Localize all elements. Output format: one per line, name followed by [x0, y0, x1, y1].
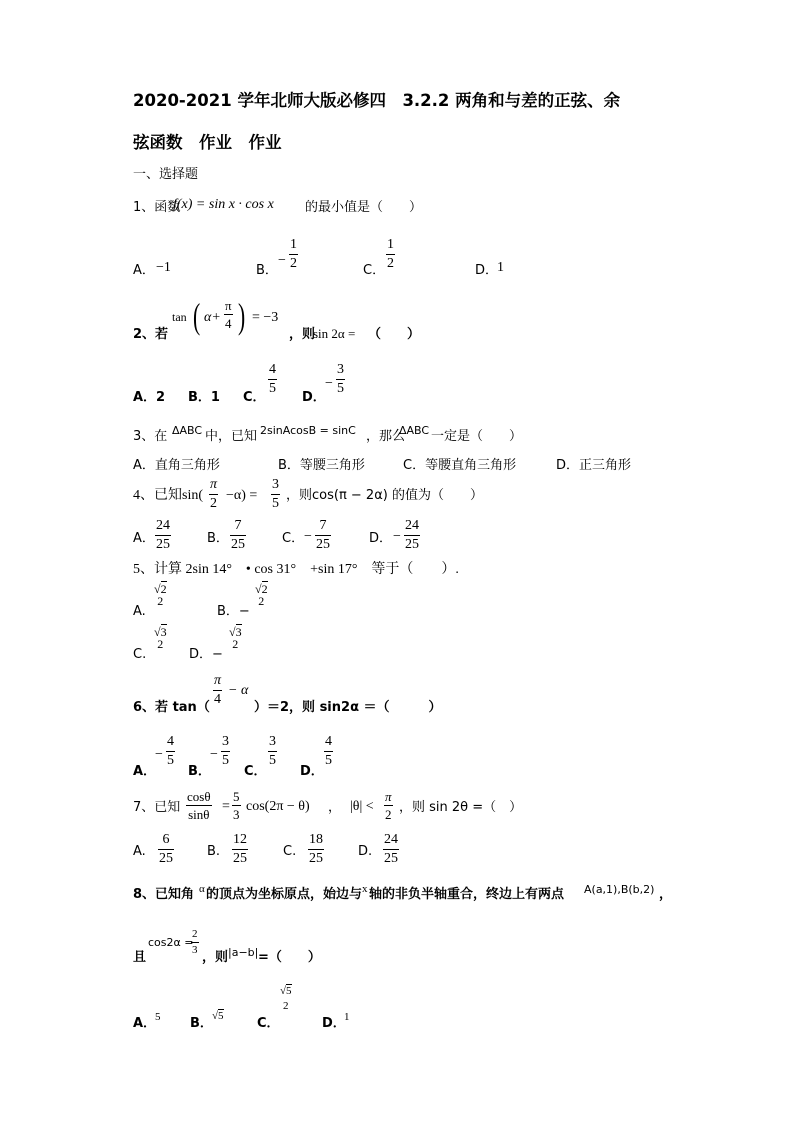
q8-option-a: A．: [133, 1016, 157, 1031]
q6-option-a-sign: −: [155, 747, 163, 762]
denominator: 25: [159, 851, 173, 866]
radicand: 5: [218, 1010, 224, 1022]
denominator: 2: [385, 807, 392, 822]
page-title-line-2: 弦函数 作业 作业: [133, 133, 282, 152]
denominator: 4: [225, 316, 232, 331]
q7-equals: =: [222, 799, 230, 814]
q8-option-d-value: 1: [344, 1011, 350, 1023]
q4-minus-alpha: −α) =: [226, 488, 258, 503]
radicand: 2: [261, 582, 268, 596]
q5-text: 5、计算 2sin 14° • cos 31° +sin 17° 等于（ ）.: [133, 562, 459, 577]
numerator: √5: [280, 985, 292, 997]
q7-option-a: A.: [133, 844, 146, 859]
q6-minus-alpha: − α: [228, 683, 249, 698]
q7-option-b-fraction: [232, 833, 248, 866]
q1-option-d-value: 1: [497, 260, 504, 275]
q1-prefix: 1、函数: [133, 200, 181, 215]
q7-pi-over-2: [384, 790, 393, 821]
denominator: 3: [192, 944, 198, 956]
q8-abs: |a−b|: [228, 946, 259, 959]
q8-text-2: 的顶点为坐标原点，始边与: [206, 887, 363, 902]
denominator: 25: [316, 537, 330, 552]
q6-option-a-fraction: [166, 735, 175, 768]
numerator: 3: [222, 734, 229, 749]
numerator: √3: [229, 625, 242, 639]
q6-option-c: C．: [244, 764, 267, 779]
q6-option-b-sign: −: [210, 747, 218, 762]
q8-alpha: α: [199, 883, 205, 895]
denominator: 2: [283, 1000, 289, 1012]
q4-option-c-fraction: [315, 519, 331, 552]
q2-option-a: A．2: [133, 390, 166, 405]
q1-option-a: A．: [133, 263, 155, 278]
q1-option-a-value: −1: [156, 260, 171, 275]
q8-option-c: C．: [257, 1016, 280, 1031]
q6-pi-over-4: [213, 674, 222, 707]
denominator: 25: [405, 537, 419, 552]
q8-equals: =（ ）: [258, 950, 321, 965]
q7-cos-over-sin: [186, 790, 212, 821]
q3-mid2: ，那么: [366, 429, 406, 444]
q2-right-paren: ): [238, 296, 246, 336]
q6-mid: ）＝2，则 sin2α ＝（ ）: [254, 700, 442, 715]
numerator: 3: [272, 477, 279, 492]
q2-option-b: B．1: [188, 390, 220, 405]
denominator: 3: [233, 807, 240, 822]
numerator: 7: [319, 518, 327, 533]
numerator: π: [385, 789, 392, 804]
q8-two-thirds: [191, 929, 199, 956]
q1-formula: f(x) = sin x · cos x: [173, 197, 274, 212]
denominator: 5: [272, 496, 279, 511]
q5-option-a: A.: [133, 604, 146, 619]
numerator: 24: [405, 518, 419, 533]
q4-option-b: B．: [207, 531, 229, 546]
q3-prefix: 3、在: [133, 429, 168, 444]
q4-option-c-sign: −: [304, 529, 312, 544]
q2-prefix: 2、若: [133, 327, 169, 342]
numerator: 1: [387, 237, 394, 252]
q2-tan: tan: [172, 310, 187, 324]
q7-then: ，则 sin 2θ =（ ）: [399, 800, 523, 815]
q8-option-a-value: 5: [155, 1011, 161, 1023]
q6-option-c-fraction: [268, 735, 277, 768]
q8-option-b: B．: [190, 1016, 213, 1031]
q3-triangle-2: ΔABC: [399, 424, 430, 437]
numerator: 24: [384, 832, 398, 847]
q6-prefix: 6、若 tan（: [133, 700, 210, 715]
q4-option-c: C．: [282, 531, 305, 546]
q7-option-a-fraction: [158, 833, 174, 866]
q6-option-b-fraction: [221, 735, 230, 768]
denominator: 25: [233, 851, 247, 866]
q8-then: ，则: [202, 950, 229, 965]
q2-pi-over-4: [224, 299, 233, 330]
q7-abs-theta: |θ| <: [350, 799, 374, 814]
q5-option-c: C.: [133, 647, 147, 662]
numerator: √2: [255, 582, 268, 596]
q8-text-3: 轴的非负半轴重合，终边上有两点: [369, 887, 565, 902]
denominator: 5: [325, 753, 332, 768]
q4-option-a: A．: [133, 531, 155, 546]
numerator: π: [214, 673, 222, 688]
q8-points: A(a,1),B(b,2): [584, 883, 655, 896]
q4-three-fifths: [271, 478, 280, 511]
q7-cos-expression: cos(2π − θ): [246, 799, 310, 814]
denominator: 2: [290, 256, 297, 271]
q8-qie: 且: [133, 950, 147, 965]
denominator: 5: [269, 381, 276, 396]
q2-then: ，则: [289, 327, 316, 342]
q6-option-d: D．: [300, 764, 324, 779]
q5-option-b-fraction: [254, 583, 269, 607]
q8-cos2a: cos2α =: [148, 936, 194, 949]
q7-option-d-fraction: [383, 833, 399, 866]
q8-option-b-root: √5: [212, 1010, 224, 1022]
numerator: 2: [192, 928, 198, 940]
denominator: 5: [337, 381, 344, 396]
numerator: 4: [325, 734, 332, 749]
numerator: 3: [337, 362, 344, 377]
q2-equals: = −3: [252, 310, 279, 325]
q1-suffix: 的最小值是（ ）: [305, 200, 423, 215]
q5-option-d: D．−: [189, 647, 223, 662]
q3-triangle-1: ΔABC: [172, 424, 203, 437]
numerator: 12: [233, 832, 247, 847]
denominator: 5: [222, 753, 229, 768]
q7-option-c-fraction: [308, 833, 324, 866]
denominator: 2: [157, 594, 164, 608]
q2-option-c-fraction: [268, 363, 277, 396]
numerator: 4: [269, 362, 276, 377]
q3-option-b: B．等腰三角形: [278, 458, 365, 473]
denominator: 5: [167, 753, 174, 768]
q3-option-c: C．等腰直角三角形: [403, 458, 517, 473]
q1-option-b-fraction: [289, 238, 298, 271]
radicand: 3: [160, 625, 167, 639]
q8-option-c-fraction: [279, 986, 293, 1012]
q7-comma: ，: [328, 800, 342, 815]
numerator: 5: [233, 789, 240, 804]
q4-then: ，则cos(π − 2α) 的值为（ ）: [286, 488, 483, 503]
q3-mid: 中，已知: [205, 429, 258, 444]
q2-option-d: D．: [302, 390, 326, 405]
q4-option-a-fraction: [155, 519, 171, 552]
q2-left-paren: (: [193, 296, 201, 336]
numerator: 3: [269, 734, 276, 749]
radicand: 3: [235, 625, 242, 639]
q7-prefix: 7、已知: [133, 800, 181, 815]
q1-option-c: C．: [363, 263, 386, 278]
q8-text-1: 8、已知角: [133, 887, 195, 902]
q4-prefix: 4、已知sin(: [133, 488, 203, 503]
numerator: 7: [234, 518, 242, 533]
radicand: 5: [286, 985, 292, 997]
q7-option-b: B.: [207, 844, 221, 859]
numerator: 4: [167, 734, 174, 749]
q2-alpha-plus: α+: [204, 310, 221, 325]
numerator: π: [225, 298, 232, 313]
numerator: 6: [162, 832, 170, 847]
q5-option-a-fraction: [153, 583, 168, 607]
denominator: 2: [387, 256, 394, 271]
q8-text-4: ，: [659, 887, 673, 902]
q8-option-d: D．: [322, 1016, 346, 1031]
numerator: √3: [154, 625, 167, 639]
q4-option-b-fraction: [230, 519, 246, 552]
q4-option-d-sign: −: [393, 529, 401, 544]
q4-option-d-fraction: [404, 519, 420, 552]
q5-option-c-fraction: [153, 626, 168, 650]
denominator: 25: [156, 537, 170, 552]
numerator: 24: [156, 518, 170, 533]
q7-five-thirds: [232, 790, 241, 821]
q7-option-d: D.: [358, 844, 373, 859]
q3-option-d: D．正三角形: [556, 458, 632, 473]
q6-option-b: B．: [188, 764, 211, 779]
denominator: 25: [231, 537, 245, 552]
q2-paren: （ ）: [368, 327, 421, 342]
q8-x: x: [362, 883, 368, 895]
denominator: 2: [232, 637, 239, 651]
denominator: 2: [258, 594, 265, 608]
q1-option-b: B．: [256, 263, 278, 278]
q6-option-d-fraction: [324, 735, 333, 768]
q2-sin2a: sin 2α =: [313, 326, 356, 341]
q1-option-c-fraction: [386, 238, 395, 271]
q3-condition: 2sinAcosB = sinC: [260, 424, 356, 437]
denominator: 2: [157, 637, 164, 651]
numerator: 1: [290, 237, 297, 252]
q7-option-c: C.: [283, 844, 297, 859]
numerator: √2: [154, 582, 167, 596]
q4-pi-over-2: [209, 478, 218, 511]
q3-option-a: A．直角三角形: [133, 458, 220, 473]
q3-suffix: 一定是（ ）: [431, 429, 523, 444]
numerator: cosθ: [187, 789, 211, 804]
q4-option-d: D．: [369, 531, 393, 546]
q2-option-c: C．: [243, 390, 266, 405]
q6-option-a: A．: [133, 764, 157, 779]
q5-option-d-fraction: [228, 626, 243, 650]
numerator: π: [210, 477, 218, 492]
page-title-line-1: 2020-2021 学年北师大版必修四 3.2.2 两角和与差的正弦、余: [133, 91, 621, 110]
denominator: 25: [309, 851, 323, 866]
q2-option-d-fraction: [336, 363, 345, 396]
radicand: 2: [160, 582, 167, 596]
section-heading: 一、选择题: [133, 167, 199, 182]
q2-option-d-sign: −: [325, 376, 333, 391]
denominator: 25: [384, 851, 398, 866]
denominator: 5: [269, 753, 276, 768]
numerator: 18: [309, 832, 323, 847]
denominator: sinθ: [188, 807, 210, 822]
q1-option-b-sign: −: [278, 253, 286, 268]
denominator: 2: [210, 496, 217, 511]
q1-option-d: D．: [475, 263, 499, 278]
denominator: 4: [214, 692, 221, 707]
q5-option-b: B．−: [217, 604, 250, 619]
